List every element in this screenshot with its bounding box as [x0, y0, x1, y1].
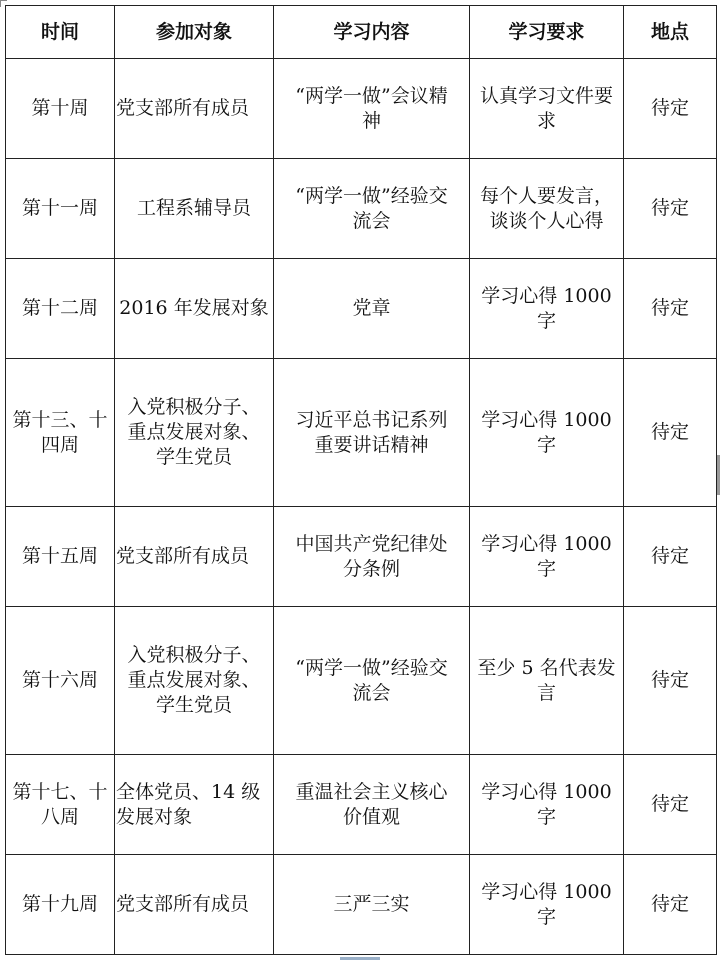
cell-attendees — [115, 159, 274, 259]
cell-time-text: 第十一周 — [21, 197, 98, 219]
cell-content-text: 习近平总书记系列 重要讲话精神 — [295, 408, 448, 456]
cell-content — [274, 159, 470, 259]
cell-time-text: 第十七、十 八周 — [12, 780, 108, 828]
cell-requirement — [470, 855, 624, 955]
cell-requirement-text: 至少 5 名代表发 言 — [477, 656, 616, 704]
cell-time — [6, 507, 115, 607]
cell-requirement-text: 学习心得 1000 字 — [481, 284, 612, 332]
cell-attendees — [115, 59, 274, 159]
cell-attendees — [115, 507, 274, 607]
cell-time — [6, 755, 115, 855]
cell-content-text: “两学一做”经验交 流会 — [295, 656, 448, 704]
cell-location — [624, 59, 717, 159]
cell-location-text: 待定 — [650, 97, 689, 119]
cell-content-text: 重温社会主义核心 价值观 — [295, 780, 448, 828]
study-schedule-sheet — [5, 5, 717, 955]
cell-location — [624, 607, 717, 755]
cell-time — [6, 855, 115, 955]
cell-location-text: 待定 — [650, 545, 689, 567]
cell-location-text: 待定 — [650, 893, 689, 915]
cell-location — [624, 159, 717, 259]
cell-attendees-text: 全体党员、14 级 发展对象 — [116, 780, 261, 828]
cell-requirement — [470, 259, 624, 359]
cell-time — [6, 259, 115, 359]
cell-attendees-text: 入党积极分子、 重点发展对象、 学生党员 — [127, 396, 261, 468]
table-row — [6, 507, 717, 607]
table-row — [6, 359, 717, 507]
cell-requirement-text: 每个人要发言， 谈谈个人心得 — [479, 184, 613, 232]
cell-location-text: 待定 — [650, 793, 689, 815]
cell-attendees-text: 党支部所有成员 — [116, 545, 250, 567]
cell-attendees-text: 2016 年发展对象 — [119, 297, 269, 319]
cell-content-text: 党章 — [352, 297, 391, 319]
cell-content — [274, 607, 470, 755]
table-row — [6, 259, 717, 359]
cell-time-text: 第十周 — [31, 97, 89, 119]
study-schedule-table — [5, 5, 717, 955]
header-time: 时间 — [6, 6, 115, 59]
cell-content-text: 中国共产党纪律处 分条例 — [295, 532, 448, 580]
cell-requirement — [470, 359, 624, 507]
cell-content — [274, 259, 470, 359]
cell-location-text: 待定 — [650, 421, 689, 443]
cell-attendees-text: 党支部所有成员 — [116, 893, 250, 915]
cell-requirement — [470, 755, 624, 855]
cell-attendees-text: 入党积极分子、 重点发展对象、 学生党员 — [127, 644, 261, 716]
cell-time-text: 第十二周 — [21, 297, 98, 319]
table-header-row — [6, 6, 717, 59]
cell-location — [624, 507, 717, 607]
cell-content — [274, 507, 470, 607]
cell-attendees — [115, 359, 274, 507]
cell-time — [6, 159, 115, 259]
cell-requirement-text: 学习心得 1000 字 — [481, 780, 612, 828]
cell-attendees — [115, 855, 274, 955]
cell-time — [6, 359, 115, 507]
cell-requirement — [470, 507, 624, 607]
cell-location-text: 待定 — [650, 197, 689, 219]
cell-location-text: 待定 — [650, 297, 689, 319]
cell-content-text: “两学一做”会议精 神 — [295, 84, 448, 132]
table-row — [6, 607, 717, 755]
cell-requirement-text: 学习心得 1000 字 — [481, 408, 612, 456]
cell-time — [6, 59, 115, 159]
cell-attendees — [115, 259, 274, 359]
table-row — [6, 59, 717, 159]
cell-requirement-text: 认真学习文件要 求 — [479, 84, 613, 132]
cell-requirement — [470, 59, 624, 159]
table-row — [6, 755, 717, 855]
cell-time-text: 第十五周 — [21, 545, 98, 567]
cell-location — [624, 259, 717, 359]
cell-content-text: 三严三实 — [333, 893, 410, 915]
cell-location — [624, 359, 717, 507]
cell-requirement — [470, 159, 624, 259]
header-attendees: 参加对象 — [115, 6, 274, 59]
cell-time-text: 第十九周 — [21, 893, 98, 915]
cell-content — [274, 755, 470, 855]
cell-requirement — [470, 607, 624, 755]
cell-requirement-text: 学习心得 1000 字 — [481, 532, 612, 580]
cell-time — [6, 607, 115, 755]
cell-content — [274, 359, 470, 507]
cell-attendees — [115, 607, 274, 755]
cell-location — [624, 755, 717, 855]
header-requirement: 学习要求 — [470, 6, 624, 59]
table-row — [6, 855, 717, 955]
cell-content — [274, 855, 470, 955]
cell-time-text: 第十三、十 四周 — [12, 408, 108, 456]
cell-location — [624, 855, 717, 955]
cell-attendees-text: 党支部所有成员 — [116, 97, 250, 119]
header-location: 地点 — [624, 6, 717, 59]
header-content: 学习内容 — [274, 6, 470, 59]
cell-attendees-text: 工程系辅导员 — [136, 197, 251, 219]
cell-content — [274, 59, 470, 159]
cell-location-text: 待定 — [650, 669, 689, 691]
cell-requirement-text: 学习心得 1000 字 — [481, 880, 612, 928]
table-row — [6, 159, 717, 259]
cell-time-text: 第十六周 — [21, 669, 98, 691]
cell-attendees — [115, 755, 274, 855]
cell-content-text: “两学一做”经验交 流会 — [295, 184, 448, 232]
